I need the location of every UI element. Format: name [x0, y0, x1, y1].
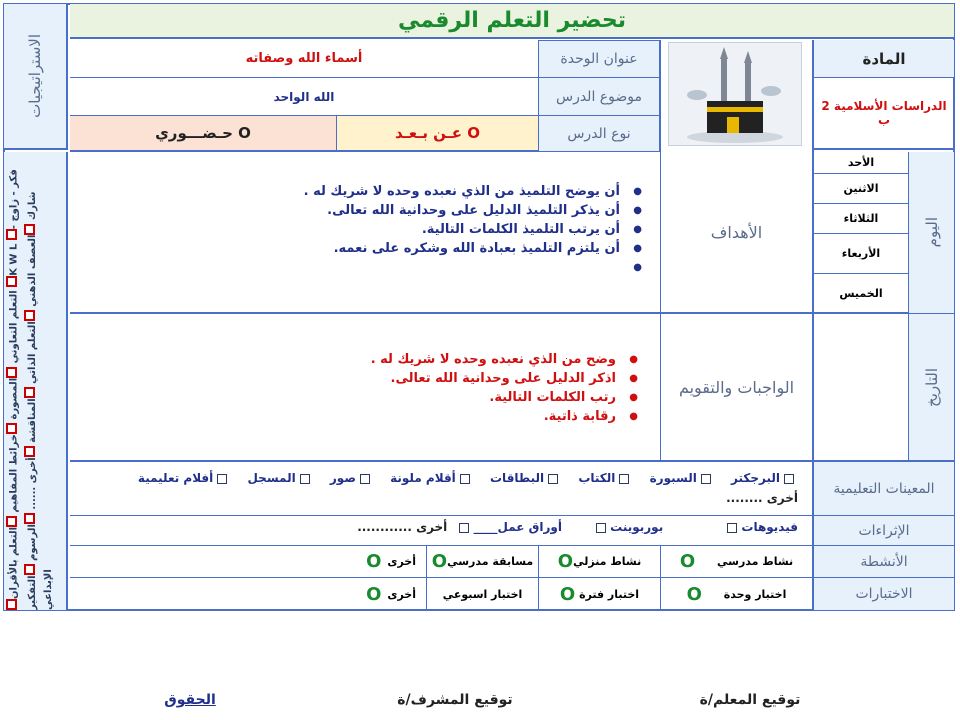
strategy-item: العصف الذهني — [27, 234, 38, 307]
aid-item: البرجكتر — [731, 471, 780, 485]
checkbox[interactable] — [6, 599, 17, 610]
strategy-item: التعلم بالأقران — [8, 526, 20, 599]
strategy-item: فكر - زاوج - شارك — [8, 169, 38, 230]
test-term[interactable] — [538, 578, 660, 610]
checkbox[interactable] — [6, 367, 17, 378]
homework-item: ● رقابة ذاتية. — [371, 407, 638, 426]
aids-label: المعينات التعليمية — [814, 462, 954, 516]
activity-home[interactable] — [538, 546, 660, 578]
circle-mark: O — [366, 583, 382, 605]
tests-label: الاختبارات — [814, 578, 954, 610]
circle-mark: O — [557, 551, 574, 572]
checkbox[interactable] — [727, 523, 737, 533]
activity-label: مسابقة مدرسي — [447, 555, 534, 568]
aid-item: أقلام ملونة — [390, 471, 456, 485]
aid-item: البطاقات — [490, 471, 545, 485]
circle-mark: O — [686, 583, 702, 605]
checkbox[interactable] — [360, 474, 370, 484]
test-unit[interactable] — [660, 578, 812, 610]
homework-item: ● وضح من الذي نعبده وحده لا شريك له . — [371, 350, 638, 369]
day-label: اليوم — [922, 217, 941, 248]
homework-item: ● رتب الكلمات التالية. — [371, 388, 638, 407]
homework-list — [371, 350, 638, 426]
activities-label: الأنشطة — [814, 546, 954, 578]
strategy-item: أخرى ...... — [27, 457, 38, 510]
enrich-item: بوربوينت — [610, 520, 664, 534]
goal-item: ● أن يوضح التلميذ من الذي نعبده وحده لا شريك له . — [304, 182, 642, 201]
strategies-label: الاستراتيجيات — [26, 34, 44, 118]
checkbox[interactable] — [548, 474, 558, 484]
day-sunday[interactable]: الأحد — [814, 152, 908, 174]
aid-item: الكتاب — [578, 471, 616, 485]
subject-label: المادة — [813, 40, 954, 78]
goal-item: ● أن يرتب التلميذ الكلمات التالية. — [304, 220, 642, 239]
lesson-value: الله الواحد — [70, 78, 538, 116]
checkbox[interactable] — [25, 513, 36, 524]
strategies-panel — [4, 152, 68, 610]
signature-teacher: توقيع المعلم/ة — [699, 692, 801, 708]
aid-other[interactable]: أخرى ........ — [726, 491, 798, 505]
page-title: تحضير التعلم الرقمي — [70, 4, 954, 39]
homework-cell — [70, 314, 660, 462]
strategies-label-cell — [4, 4, 68, 150]
checkbox[interactable] — [6, 423, 17, 434]
goal-item: ● أن يذكر التلميذ الدليل على وحدانية الله تعالى. — [304, 201, 642, 220]
checkbox[interactable] — [619, 474, 629, 484]
test-weekly[interactable] — [426, 578, 538, 610]
checkbox[interactable] — [6, 516, 17, 527]
goal-item: ● أن يلتزم التلميذ بعبادة الله وشكره على نعمه. — [304, 239, 642, 258]
activity-contest[interactable] — [426, 546, 538, 578]
goals-cell — [70, 152, 660, 314]
activity-label: نشاط منزلي — [573, 555, 642, 568]
day-thursday[interactable]: الخميس — [814, 274, 908, 314]
checkbox[interactable] — [25, 224, 36, 235]
checkbox[interactable] — [217, 474, 227, 484]
test-label: اختبار وحدة — [723, 587, 787, 601]
subject-value: الدراسات الأسلامية 2 ب — [813, 78, 954, 150]
aid-item: السبورة — [649, 471, 697, 485]
checkbox[interactable] — [25, 310, 36, 321]
circle-mark: O — [431, 551, 448, 572]
lesson-label: موضوع الدرس — [538, 78, 660, 116]
divider — [660, 40, 661, 152]
checkbox[interactable] — [25, 564, 36, 575]
day-monday[interactable]: الاثنين — [814, 174, 908, 204]
checkbox[interactable] — [25, 387, 36, 398]
checkbox[interactable] — [596, 523, 606, 533]
date-label: التاريخ — [922, 367, 941, 407]
date-value-cell[interactable] — [814, 314, 908, 462]
aid-item: أفلام تعليمية — [137, 471, 214, 485]
checkbox[interactable] — [25, 446, 36, 457]
aids-cell — [70, 462, 812, 516]
test-label: اختبار اسبوعي — [442, 587, 523, 601]
aid-item: المسجل — [247, 471, 296, 485]
day-label-cell — [908, 152, 954, 314]
day-tuesday[interactable]: الثلاثاء — [814, 204, 908, 234]
enrich-cell — [70, 516, 812, 546]
lesson-type-inperson[interactable]: حـضـــوري O — [70, 116, 336, 152]
date-label-cell — [908, 314, 954, 462]
circle-mark: O — [679, 551, 696, 572]
activity-label: أخرى — [387, 555, 416, 568]
test-other[interactable] — [70, 578, 426, 610]
lesson-type-label: نوع الدرس — [538, 116, 660, 152]
unit-value: أسماء الله وصفاته — [70, 40, 538, 78]
homework-item: ● اذكر الدليل على وحدانية الله تعالى. — [371, 369, 638, 388]
lesson-type-remote[interactable]: عـن بـعـد O — [336, 116, 538, 152]
strategy-item: خرائط المفاهيم — [8, 434, 20, 513]
test-label: اختبار فترة — [579, 587, 640, 601]
rights-link[interactable]: الحقوق — [164, 692, 216, 708]
unit-label: عنوان الوحدة — [538, 40, 660, 78]
strategy-item: المصورة — [8, 377, 20, 420]
goals-label: الأهداف — [660, 152, 812, 314]
checkbox[interactable] — [701, 474, 711, 484]
signature-supervisor: توقيع المشرف/ة — [397, 692, 513, 708]
day-wednesday[interactable]: الأربعاء — [814, 234, 908, 274]
checkbox[interactable] — [300, 474, 310, 484]
checkbox[interactable] — [784, 474, 794, 484]
enrich-item: فيديوهات — [741, 520, 798, 534]
strategies-list — [4, 152, 68, 610]
enrich-item: أوراق عمل____ — [473, 520, 562, 534]
homework-label: الواجبات والتقويم — [660, 314, 812, 462]
circle-mark: O — [366, 551, 382, 572]
goals-list — [304, 182, 642, 258]
checkbox[interactable] — [460, 474, 470, 484]
strategy-item: التعلم الذاتي — [27, 321, 38, 384]
test-label: أخرى — [387, 587, 416, 601]
strategy-item: التفكير الإبداعي — [27, 569, 54, 610]
activity-label: نشاط مدرسي — [717, 555, 794, 568]
circle-mark: O — [559, 583, 576, 605]
enrich-label: الإثراءات — [814, 516, 954, 546]
strategy-item: المناقشة — [27, 398, 38, 443]
strategy-item: التعلم التعاوني — [8, 290, 20, 364]
enrich-item[interactable]: أخرى ............ — [357, 520, 448, 534]
activity-school[interactable] — [660, 546, 812, 578]
aid-item: صور — [329, 471, 356, 485]
activity-other[interactable] — [70, 546, 426, 578]
checkbox[interactable] — [6, 229, 17, 240]
checkbox[interactable] — [459, 523, 469, 533]
strategy-item: K W L — [8, 243, 20, 276]
strategy-item: الرسوم — [27, 524, 38, 561]
kaaba-image — [668, 42, 802, 146]
checkbox[interactable] — [6, 276, 17, 287]
